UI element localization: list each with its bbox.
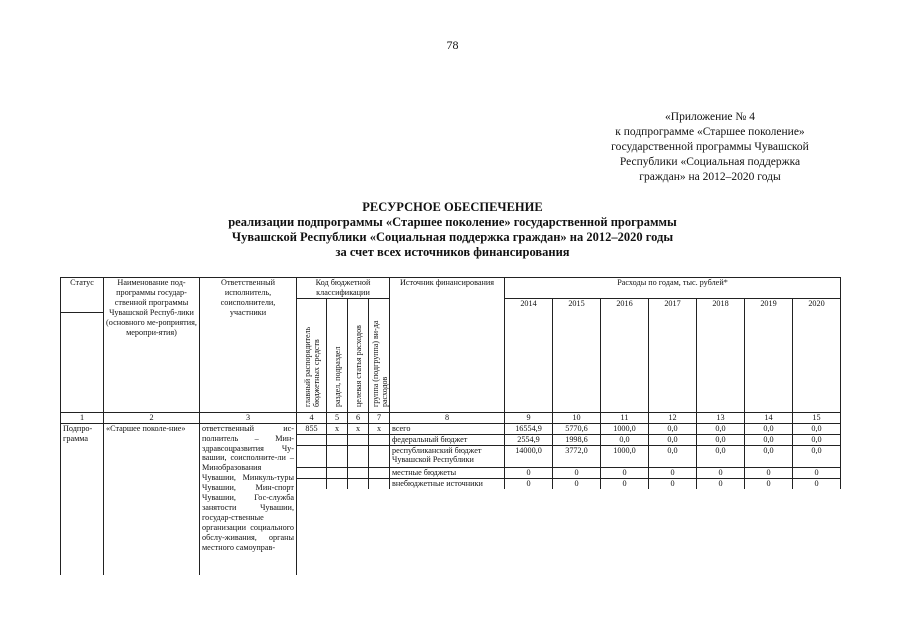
header-year: 2019 xyxy=(745,298,793,412)
title-line: РЕСУРСНОЕ ОБЕСПЕЧЕНИЕ xyxy=(362,200,543,214)
appendix-line: к подпрограмме «Старшее поколение» xyxy=(615,126,805,138)
expense-value: 0 xyxy=(553,478,601,489)
expense-value: 0 xyxy=(793,467,841,478)
expense-value: 0,0 xyxy=(697,423,745,434)
expense-value: 0,0 xyxy=(793,423,841,434)
expense-value: 0,0 xyxy=(793,445,841,467)
code-empty xyxy=(369,434,390,445)
expense-value: 14000,0 xyxy=(505,445,553,467)
header-code-main-manager: главный распорядитель бюджетных средств xyxy=(302,326,321,407)
column-number: 15 xyxy=(793,412,841,423)
code-empty xyxy=(327,467,348,478)
code-empty xyxy=(297,467,327,478)
code-empty xyxy=(348,434,369,445)
expense-value: 0,0 xyxy=(649,423,697,434)
header-year: 2016 xyxy=(601,298,649,412)
expense-value: 0 xyxy=(697,478,745,489)
appendix-line: Республики «Социальная поддержка xyxy=(619,156,801,168)
expense-value: 16554,9 xyxy=(505,423,553,434)
expense-value: 0,0 xyxy=(649,445,697,467)
code-section: х xyxy=(327,423,348,434)
expense-value: 0 xyxy=(745,467,793,478)
header-name: Наименование под-программы государ-ственной программы Чувашской Респуб-лики (основного ме-роприятия, меропри-ятия) xyxy=(104,278,200,413)
row-responsible: ответственный ис-полнитель – Мин-здравсоцразвития Чу-вашии, соисполните-ли – Минобразования Чувашии, Минкуль-туры Чувашии, Мин-спорт Чувашии, Гос-служба занятости Чувашии, государ-ственные организации социального обслу-живания, органы местного самоуправ- xyxy=(200,423,297,575)
header-year: 2014 xyxy=(505,298,553,412)
column-number: 3 xyxy=(200,412,297,423)
expense-value: 5770,6 xyxy=(553,423,601,434)
code-empty xyxy=(369,467,390,478)
header-year: 2017 xyxy=(649,298,697,412)
title-line: Чувашской Республики «Социальная поддержка граждан» на 2012–2020 годы xyxy=(231,230,674,244)
code-main-manager: 855 xyxy=(297,423,327,434)
expense-value: 0,0 xyxy=(601,434,649,445)
column-number: 11 xyxy=(601,412,649,423)
header-code-group: Код бюджетной классификации xyxy=(297,278,390,299)
document-title xyxy=(0,200,905,260)
row-status: Подпро-грамма xyxy=(61,423,104,575)
code-empty xyxy=(297,478,327,489)
header-year: 2015 xyxy=(553,298,601,412)
column-number: 10 xyxy=(553,412,601,423)
appendix-line: граждан» на 2012–2020 годы xyxy=(639,171,781,183)
title-line: реализации подпрограммы «Старшее поколение» государственной программы xyxy=(228,215,677,229)
column-number: 6 xyxy=(348,412,369,423)
code-empty xyxy=(327,445,348,467)
expense-value: 0 xyxy=(697,467,745,478)
header-status: Статус xyxy=(61,278,104,313)
expense-value: 1000,0 xyxy=(601,445,649,467)
expense-value: 2554,9 xyxy=(505,434,553,445)
expense-value: 0,0 xyxy=(793,434,841,445)
expense-value: 0 xyxy=(505,467,553,478)
column-number: 9 xyxy=(505,412,553,423)
source-label: федеральный бюджет xyxy=(390,434,505,445)
code-empty xyxy=(348,478,369,489)
header-code-target: целевая статья расходов xyxy=(353,324,363,407)
code-empty xyxy=(348,445,369,467)
column-number: 14 xyxy=(745,412,793,423)
column-number: 7 xyxy=(369,412,390,423)
header-code-expense-group: группа (подгруппа) ви-да расходов xyxy=(371,320,389,407)
header-source: Источник финансирования xyxy=(390,278,505,413)
code-empty xyxy=(327,478,348,489)
expense-value: 0 xyxy=(649,478,697,489)
expense-value: 1000,0 xyxy=(601,423,649,434)
column-number: 13 xyxy=(697,412,745,423)
resource-table xyxy=(60,277,841,575)
expense-value: 0,0 xyxy=(649,434,697,445)
expense-value: 0,0 xyxy=(745,423,793,434)
column-number: 4 xyxy=(297,412,327,423)
column-number: 8 xyxy=(390,412,505,423)
expense-value: 0,0 xyxy=(697,445,745,467)
code-target: х xyxy=(348,423,369,434)
source-label: республиканский бюджет Чувашской Республики xyxy=(390,445,505,467)
source-label: всего xyxy=(390,423,505,434)
source-label: местные бюджеты xyxy=(390,467,505,478)
expense-value: 1998,6 xyxy=(553,434,601,445)
appendix-line: «Приложение № 4 xyxy=(665,111,755,123)
source-label: внебюджетные источники xyxy=(390,478,505,489)
expense-value: 0,0 xyxy=(745,434,793,445)
row-name: «Старшее поколе-ние» xyxy=(104,423,200,575)
expense-value: 0,0 xyxy=(697,434,745,445)
header-status-blank xyxy=(61,312,104,412)
appendix-note xyxy=(560,110,860,185)
expense-value: 0 xyxy=(601,478,649,489)
column-number: 1 xyxy=(61,412,104,423)
expense-value: 0 xyxy=(745,478,793,489)
code-empty xyxy=(348,467,369,478)
code-empty xyxy=(297,434,327,445)
expense-value: 0,0 xyxy=(745,445,793,467)
expense-value: 0 xyxy=(505,478,553,489)
header-responsible: Ответственный исполнитель, соисполнители, участники xyxy=(200,278,297,413)
expense-value: 0 xyxy=(553,467,601,478)
expense-value: 3772,0 xyxy=(553,445,601,467)
blank-area xyxy=(297,489,841,575)
code-empty xyxy=(369,445,390,467)
expense-value: 0 xyxy=(649,467,697,478)
expense-value: 0 xyxy=(793,478,841,489)
column-number: 5 xyxy=(327,412,348,423)
code-empty xyxy=(297,445,327,467)
header-year: 2020 xyxy=(793,298,841,412)
column-number: 12 xyxy=(649,412,697,423)
expense-value: 0 xyxy=(601,467,649,478)
code-empty xyxy=(369,478,390,489)
code-expense-group: х xyxy=(369,423,390,434)
header-year: 2018 xyxy=(697,298,745,412)
title-line: за счет всех источников финансирования xyxy=(335,245,570,259)
header-code-section: раздел, подраздел xyxy=(332,346,342,407)
code-empty xyxy=(327,434,348,445)
page-number: 78 xyxy=(446,38,459,52)
header-expenses: Расходы по годам, тыс. рублей* xyxy=(505,278,841,299)
column-number: 2 xyxy=(104,412,200,423)
appendix-line: государственной программы Чувашской xyxy=(611,141,809,153)
